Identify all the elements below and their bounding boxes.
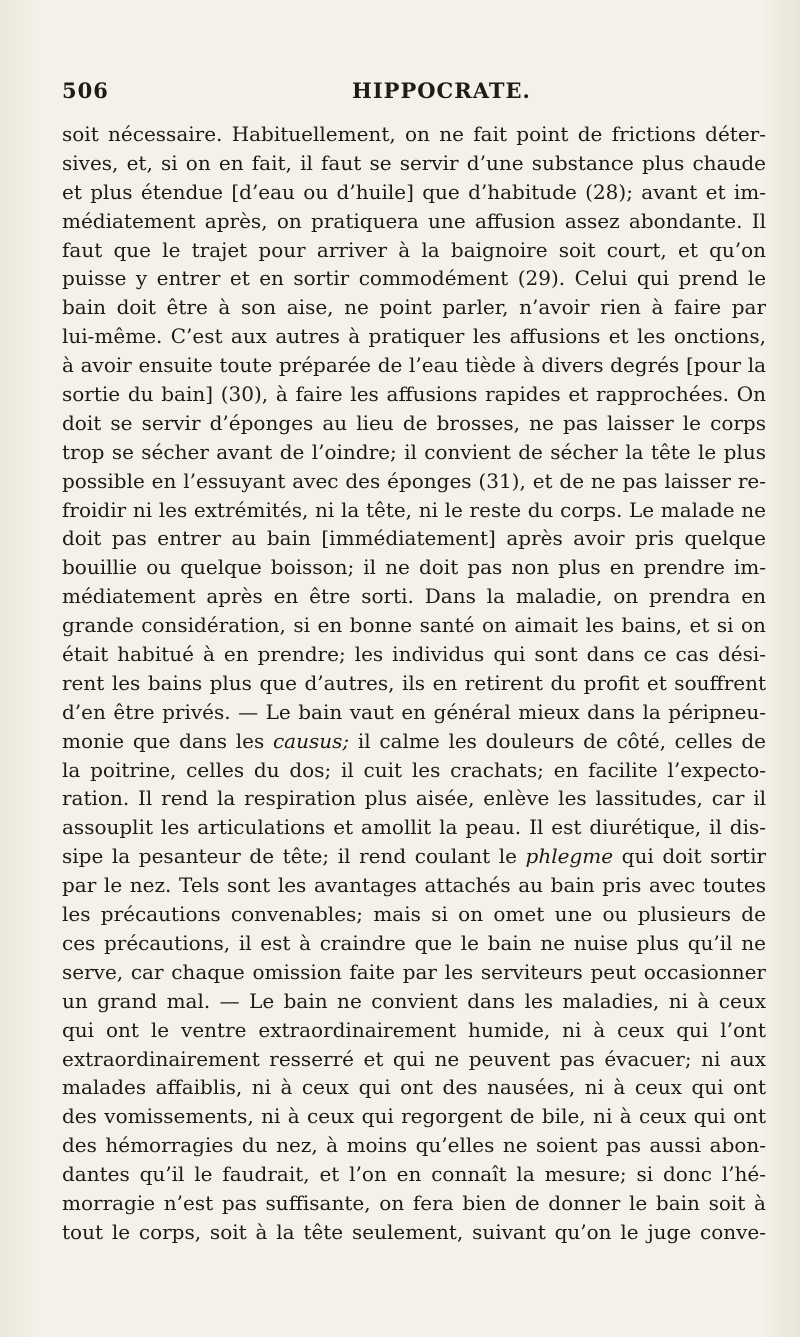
- text-segment: monie que dans les: [62, 728, 273, 753]
- text-segment: bain doit être à son aise, ne point parler, n’avoir rien à faire par: [62, 295, 766, 320]
- text-line: [62, 727, 766, 756]
- text-line: [62, 496, 766, 525]
- text-segment: médiatement après en être sorti. Dans la maladie, on prendra en: [62, 584, 766, 609]
- text-line: [62, 178, 766, 207]
- text-segment: les précautions convenables; mais si on omet une ou plusieurs de: [62, 902, 766, 927]
- text-segment: ces précautions, il est à craindre que le bain ne nuise plus qu’il ne: [62, 930, 766, 955]
- text-line: [62, 698, 766, 727]
- text-line: [62, 524, 766, 553]
- text-segment: puisse y entrer et en sortir commodément (29). Celui qui prend le: [62, 266, 766, 291]
- text-line: [62, 929, 766, 958]
- text-line: [62, 987, 766, 1016]
- text-line: [62, 813, 766, 842]
- text-line: [62, 756, 766, 785]
- text-segment: possible en l’essuyant avec des éponges (31), et de ne pas laisser re-: [62, 468, 766, 493]
- text-line: [62, 1189, 766, 1218]
- text-segment: sives, et, si on en fait, il faut se servir d’une substance plus chaude: [62, 150, 766, 175]
- text-line: [62, 236, 766, 265]
- text-line: [62, 784, 766, 813]
- text-line: [62, 322, 766, 351]
- text-line: [62, 871, 766, 900]
- text-segment: doit pas entrer au bain [immédiatement] après avoir pris quelque: [62, 526, 766, 551]
- text-segment: morragie n’est pas suffisante, on fera bien de donner le bain soit à: [62, 1190, 766, 1215]
- text-line: [62, 351, 766, 380]
- text-line: [62, 467, 766, 496]
- italic-term: causus;: [272, 728, 350, 753]
- text-line: [62, 669, 766, 698]
- text-line: [62, 149, 766, 178]
- text-segment: qui doit sortir: [613, 844, 766, 869]
- text-line: [62, 380, 766, 409]
- text-segment: soit nécessaire. Habituellement, on ne fait point de frictions déter-: [62, 122, 766, 146]
- text-segment: doit se servir d’éponges au lieu de brosses, ne pas laisser le corps: [62, 410, 766, 435]
- text-line: [62, 293, 766, 322]
- text-line: [62, 1218, 766, 1247]
- text-segment: tout le corps, soit à la tête seulement, suivant qu’on le juge conve-: [62, 1219, 766, 1244]
- text-line: [62, 1073, 766, 1102]
- text-line: [62, 611, 766, 640]
- text-segment: assouplit les articulations et amollit la peau. Il est diurétique, il dis-: [62, 815, 766, 840]
- text-segment: par le nez. Tels sont les avantages attachés au bain pris avec toutes: [62, 873, 766, 898]
- text-segment: était habitué à en prendre; les individus qui sont dans ce cas dési-: [62, 642, 766, 667]
- text-segment: bouillie ou quelque boisson; il ne doit pas non plus en prendre im-: [62, 555, 766, 580]
- text-segment: lui-même. C’est aux autres à pratiquer les affusions et les onctions,: [62, 324, 766, 349]
- text-line: [62, 207, 766, 236]
- body-text: [62, 120, 766, 1247]
- text-segment: il calme les douleurs de côté, celles de: [349, 728, 766, 753]
- text-line: [62, 409, 766, 438]
- text-segment: grande considération, si en bonne santé on aimait les bains, et si on: [62, 613, 766, 638]
- running-title: HIPPOCRATE.: [352, 78, 531, 103]
- text-line: [62, 264, 766, 293]
- text-segment: ration. Il rend la respiration plus aisée, enlève les lassitudes, car il: [62, 786, 766, 811]
- text-line: [62, 900, 766, 929]
- text-line: [62, 582, 766, 611]
- text-line: [62, 1160, 766, 1189]
- text-segment: médiatement après, on pratiquera une affusion assez abondante. Il: [62, 208, 766, 233]
- text-line: [62, 842, 766, 871]
- text-segment: faut que le trajet pour arriver à la baignoire soit court, et qu’on: [62, 237, 766, 262]
- text-segment: extraordinairement resserré et qui ne peuvent pas évacuer; ni aux: [62, 1046, 766, 1071]
- text-line: [62, 958, 766, 987]
- text-segment: qui ont le ventre extraordinairement humide, ni à ceux qui l’ont: [62, 1017, 766, 1042]
- text-segment: d’en être privés. — Le bain vaut en général mieux dans la péripneu-: [62, 699, 766, 724]
- text-segment: un grand mal. — Le bain ne convient dans les maladies, ni à ceux: [62, 988, 766, 1013]
- text-line: [62, 438, 766, 467]
- text-segment: trop se sécher avant de l’oindre; il convient de sécher la tête le plus: [62, 439, 766, 464]
- text-line: [62, 553, 766, 582]
- text-segment: la poitrine, celles du dos; il cuit les crachats; en facilite l’expecto-: [62, 757, 766, 782]
- text-segment: serve, car chaque omission faite par les serviteurs peut occasionner: [62, 959, 766, 984]
- text-segment: dantes qu’il le faudrait, et l’on en connaît la mesure; si donc l’hé-: [62, 1162, 766, 1187]
- text-segment: à avoir ensuite toute préparée de l’eau tiède à divers degrés [pour la: [62, 353, 766, 378]
- text-segment: malades affaiblis, ni à ceux qui ont des nausées, ni à ceux qui ont: [62, 1075, 766, 1100]
- text-line: [62, 1131, 766, 1160]
- text-line: [62, 1016, 766, 1045]
- text-line: [62, 640, 766, 669]
- text-segment: des hémorragies du nez, à moins qu’elles ne soient pas aussi abon-: [62, 1133, 766, 1158]
- text-segment: sipe la pesanteur de tête; il rend coulant le: [62, 844, 526, 869]
- page-header: [62, 78, 762, 110]
- page-number: 506: [62, 78, 109, 103]
- text-segment: froidir ni les extrémités, ni la tête, ni le reste du corps. Le malade ne: [62, 497, 766, 522]
- text-segment: sortie du bain] (30), à faire les affusions rapides et rapprochées. On: [62, 382, 766, 407]
- text-line: [62, 1102, 766, 1131]
- text-line: [62, 1045, 766, 1074]
- text-segment: et plus étendue [d’eau ou d’huile] que d’habitude (28); avant et im-: [62, 179, 766, 204]
- text-segment: rent les bains plus que d’autres, ils en retirent du profit et souffrent: [62, 670, 766, 695]
- text-line: [62, 120, 766, 149]
- text-segment: des vomissements, ni à ceux qui regorgent de bile, ni à ceux qui ont: [62, 1104, 766, 1129]
- italic-term: phlegme: [525, 844, 614, 869]
